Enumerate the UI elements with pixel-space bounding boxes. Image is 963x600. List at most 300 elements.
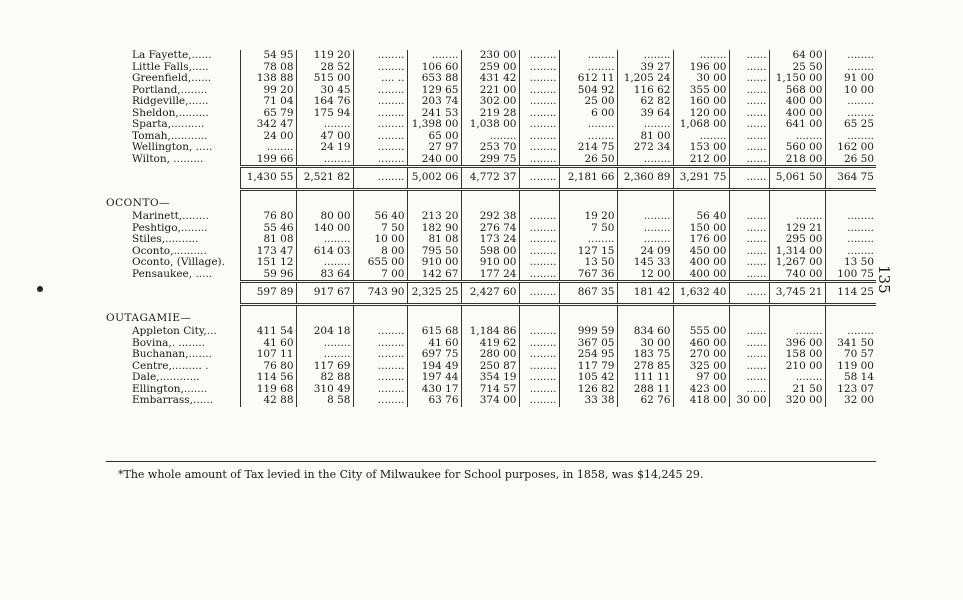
amount-cell: 212 00 [673, 154, 729, 167]
amount-cell [673, 190, 729, 198]
amount-cell: 515 00 [296, 73, 353, 85]
table-row [106, 361, 876, 373]
town-name-text: Wellington, ..... [132, 142, 213, 153]
amount-cell: ........ [673, 131, 729, 143]
table-row [106, 85, 876, 97]
amount-cell: 119 00 [825, 361, 876, 373]
town-name [106, 349, 240, 361]
amount-cell: ........ [240, 142, 296, 154]
table-row [106, 119, 876, 131]
town-name [106, 257, 240, 269]
amount-cell: ...... [729, 108, 769, 120]
total-cell: 917 67 [296, 282, 353, 305]
amount-cell: ........ [353, 119, 407, 131]
amount-cell: ........ [617, 119, 673, 131]
amount-cell: 25 50 [769, 62, 825, 74]
amount-cell: 71 04 [240, 96, 296, 108]
amount-cell [559, 312, 617, 326]
town-name-text: Dale,............ [132, 372, 200, 383]
amount-cell: 83 64 [296, 269, 353, 282]
amount-cell: 214 75 [559, 142, 617, 154]
amount-cell: 24 00 [240, 131, 296, 143]
town-name-text: Little Falls,..... [132, 61, 209, 73]
amount-cell: 127 15 [559, 246, 617, 258]
table-row [106, 326, 876, 338]
amount-cell: 39 64 [617, 108, 673, 120]
section-gap [106, 190, 876, 198]
amount-cell: ........ [519, 119, 559, 131]
amount-cell: 142 67 [407, 269, 461, 282]
amount-cell: 400 00 [769, 96, 825, 108]
amount-cell: ........ [825, 50, 876, 62]
county-heading: OUTAGAMIE— [106, 312, 192, 325]
amount-cell: 767 36 [559, 269, 617, 282]
town-name-text: Peshtigo,........ [132, 222, 208, 234]
amount-cell: ........ [353, 108, 407, 120]
amount-cell: ........ [519, 246, 559, 258]
amount-cell: 655 00 [353, 257, 407, 269]
amount-cell [461, 312, 519, 326]
amount-cell: ........ [825, 62, 876, 74]
amount-cell: 150 00 [673, 223, 729, 235]
amount-cell: ...... [729, 269, 769, 282]
amount-cell: ........ [519, 326, 559, 338]
amount-cell: 460 00 [673, 338, 729, 350]
amount-cell: 259 00 [461, 62, 519, 74]
amount-cell: 111 11 [617, 372, 673, 384]
amount-cell: 30 45 [296, 85, 353, 97]
amount-cell: 910 00 [407, 257, 461, 269]
amount-cell [407, 312, 461, 326]
amount-cell: 418 00 [673, 395, 729, 407]
amount-cell: ........ [617, 50, 673, 62]
amount-cell: ...... [729, 384, 769, 396]
amount-cell: 183 75 [617, 349, 673, 361]
amount-cell: 560 00 [769, 142, 825, 154]
amount-cell: 65 00 [407, 131, 461, 143]
amount-cell [673, 312, 729, 326]
amount-cell [673, 197, 729, 211]
amount-cell: ...... [729, 326, 769, 338]
total-cell: ........ [353, 167, 407, 190]
town-name [106, 372, 240, 384]
amount-cell: ........ [353, 50, 407, 62]
amount-cell [769, 312, 825, 326]
town-name-text: Bovina,. ........ [132, 337, 206, 349]
total-cell: 5,002 06 [407, 167, 461, 190]
table-row [106, 384, 876, 396]
amount-cell: ........ [825, 96, 876, 108]
amount-cell: 653 88 [407, 73, 461, 85]
amount-cell: 164 76 [296, 96, 353, 108]
town-name [106, 211, 240, 223]
amount-cell: ........ [825, 246, 876, 258]
amount-cell: ........ [519, 108, 559, 120]
table-row [106, 50, 876, 62]
amount-cell: ........ [825, 223, 876, 235]
amount-cell: ........ [519, 395, 559, 407]
amount-cell: ........ [559, 234, 617, 246]
amount-cell: 431 42 [461, 73, 519, 85]
amount-cell: 30 00 [617, 338, 673, 350]
amount-cell: 598 00 [461, 246, 519, 258]
amount-cell: 1,398 00 [407, 119, 461, 131]
amount-cell: 430 17 [407, 384, 461, 396]
amount-cell: 8 00 [353, 246, 407, 258]
amount-cell: 354 19 [461, 372, 519, 384]
amount-cell [729, 197, 769, 211]
amount-cell: 25 00 [559, 96, 617, 108]
amount-cell: ...... [729, 119, 769, 131]
amount-cell: 63 76 [407, 395, 461, 407]
amount-cell: 114 56 [240, 372, 296, 384]
amount-cell: ........ [353, 154, 407, 167]
amount-cell: ........ [519, 73, 559, 85]
total-cell: 2,521 82 [296, 167, 353, 190]
amount-cell: ........ [825, 234, 876, 246]
town-name-text: Oconto,.......... [132, 245, 207, 257]
amount-cell: 56 40 [353, 211, 407, 223]
amount-cell [825, 197, 876, 211]
amount-cell [240, 190, 296, 198]
gap-cell [106, 305, 240, 313]
amount-cell: 280 00 [461, 349, 519, 361]
amount-cell: 204 18 [296, 326, 353, 338]
amount-cell: 253 70 [461, 142, 519, 154]
amount-cell [353, 197, 407, 211]
amount-cell: ........ [519, 257, 559, 269]
amount-cell: 176 00 [673, 234, 729, 246]
amount-cell: 81 08 [407, 234, 461, 246]
town-name-text: La Fayette,...... [132, 50, 212, 61]
amount-cell: ...... [729, 234, 769, 246]
amount-cell: 26 50 [559, 154, 617, 167]
amount-cell: ........ [769, 131, 825, 143]
amount-cell: 1,150 00 [769, 73, 825, 85]
table-row [106, 131, 876, 143]
amount-cell: 396 00 [769, 338, 825, 350]
total-row [106, 167, 876, 190]
amount-cell: 10 00 [353, 234, 407, 246]
footnote: *The whole amount of Tax levied in the City of Milwaukee for School purposes, in 1858, was $14,245 29. [118, 468, 704, 481]
amount-cell [825, 305, 876, 313]
amount-cell: 65 79 [240, 108, 296, 120]
amount-cell [461, 305, 519, 313]
amount-cell: ........ [461, 131, 519, 143]
amount-cell: 175 94 [296, 108, 353, 120]
amount-cell: ...... [729, 223, 769, 235]
total-cell: ...... [729, 282, 769, 305]
amount-cell [825, 312, 876, 326]
amount-cell [825, 190, 876, 198]
amount-cell: 56 40 [673, 211, 729, 223]
amount-cell: ...... [729, 131, 769, 143]
amount-cell: ........ [617, 211, 673, 223]
total-cell: 114 25 [825, 282, 876, 305]
amount-cell: 19 20 [559, 211, 617, 223]
amount-cell [729, 190, 769, 198]
amount-cell: 30 00 [729, 395, 769, 407]
amount-cell: 411 54 [240, 326, 296, 338]
amount-cell: ........ [296, 257, 353, 269]
amount-cell: ........ [353, 85, 407, 97]
amount-cell: 173 47 [240, 246, 296, 258]
amount-cell [617, 190, 673, 198]
amount-cell: 240 00 [407, 154, 461, 167]
amount-cell: 64 00 [769, 50, 825, 62]
town-name-text: Oconto, (Village). [132, 257, 225, 268]
amount-cell: 400 00 [673, 257, 729, 269]
total-cell: 181 42 [617, 282, 673, 305]
amount-cell: 70 57 [825, 349, 876, 361]
town-name-text: Ellington,....... [132, 383, 208, 395]
amount-cell: ........ [353, 372, 407, 384]
amount-cell: 295 00 [769, 234, 825, 246]
total-cell: 1,632 40 [673, 282, 729, 305]
table-row [106, 338, 876, 350]
amount-cell: ...... [729, 338, 769, 350]
amount-cell: 119 20 [296, 50, 353, 62]
town-name-text: Wilton, ......... [132, 153, 204, 166]
amount-cell: ...... [729, 257, 769, 269]
town-name [106, 361, 240, 373]
town-name [106, 326, 240, 338]
total-cell: 2,360 89 [617, 167, 673, 190]
total-row [106, 282, 876, 305]
amount-cell: 1,267 00 [769, 257, 825, 269]
total-cell: 4,772 37 [461, 167, 519, 190]
amount-cell: 12 00 [617, 269, 673, 282]
amount-cell: 221 00 [461, 85, 519, 97]
table-row [106, 108, 876, 120]
total-cell: 2,427 60 [461, 282, 519, 305]
amount-cell: 182 90 [407, 223, 461, 235]
amount-cell: 400 00 [673, 269, 729, 282]
amount-cell: ........ [519, 50, 559, 62]
amount-cell: 272 34 [617, 142, 673, 154]
amount-cell: 173 24 [461, 234, 519, 246]
amount-cell: 120 00 [673, 108, 729, 120]
amount-cell: 41 60 [240, 338, 296, 350]
amount-cell: ........ [519, 85, 559, 97]
amount-cell: ........ [353, 361, 407, 373]
total-cell: 364 75 [825, 167, 876, 190]
table-row [106, 154, 876, 167]
amount-cell: 250 87 [461, 361, 519, 373]
town-name [106, 85, 240, 97]
amount-cell: 97 00 [673, 372, 729, 384]
amount-cell [519, 312, 559, 326]
town-name [106, 142, 240, 154]
amount-cell [769, 305, 825, 313]
table-row [106, 62, 876, 74]
amount-cell: 276 74 [461, 223, 519, 235]
amount-cell: ........ [617, 154, 673, 167]
town-name [106, 282, 240, 305]
amount-cell: 105 42 [559, 372, 617, 384]
table-row [106, 257, 876, 269]
amount-cell: 1,205 24 [617, 73, 673, 85]
table-row [106, 96, 876, 108]
amount-cell: 241 53 [407, 108, 461, 120]
town-name [106, 73, 240, 85]
amount-cell: ........ [519, 211, 559, 223]
town-name-text: Tomah,........... [132, 130, 208, 142]
amount-cell: 62 82 [617, 96, 673, 108]
amount-cell: 302 00 [461, 96, 519, 108]
amount-cell: 107 11 [240, 349, 296, 361]
amount-cell: ...... [729, 96, 769, 108]
amount-cell: 138 88 [240, 73, 296, 85]
amount-cell [519, 197, 559, 211]
amount-cell: ...... [729, 154, 769, 167]
town-name-text: Stiles,.......... [132, 234, 199, 245]
amount-cell [519, 305, 559, 313]
amount-cell: 288 11 [617, 384, 673, 396]
amount-cell: 162 00 [825, 142, 876, 154]
footnote-rule [106, 461, 876, 462]
town-name [106, 246, 240, 258]
total-cell: 5,061 50 [769, 167, 825, 190]
section-gap [106, 305, 876, 313]
amount-cell: 342 47 [240, 119, 296, 131]
table-row [106, 372, 876, 384]
amount-cell: 99 20 [240, 85, 296, 97]
total-cell: ........ [519, 167, 559, 190]
amount-cell: 32 00 [825, 395, 876, 407]
amount-cell [353, 305, 407, 313]
amount-cell: ........ [825, 326, 876, 338]
amount-cell: ........ [559, 62, 617, 74]
town-name-text: Marinett,........ [132, 211, 209, 222]
amount-cell: 76 80 [240, 211, 296, 223]
town-name-text: Greenfield,...... [132, 73, 212, 84]
amount-cell: ...... [729, 73, 769, 85]
amount-cell: ...... [729, 349, 769, 361]
table-row [106, 395, 876, 407]
amount-cell: ........ [519, 154, 559, 167]
town-name [106, 384, 240, 396]
amount-cell: 614 03 [296, 246, 353, 258]
table-row [106, 234, 876, 246]
amount-cell [240, 197, 296, 211]
amount-cell: 126 82 [559, 384, 617, 396]
amount-cell: ........ [519, 131, 559, 143]
amount-cell: 568 00 [769, 85, 825, 97]
amount-cell: 419 62 [461, 338, 519, 350]
amount-cell: 910 00 [461, 257, 519, 269]
amount-cell: 615 68 [407, 326, 461, 338]
amount-cell [617, 312, 673, 326]
amount-cell: 153 00 [673, 142, 729, 154]
amount-cell: 612 11 [559, 73, 617, 85]
total-cell: 3,745 21 [769, 282, 825, 305]
total-cell: ........ [519, 282, 559, 305]
amount-cell: 78 08 [240, 62, 296, 74]
amount-cell: ........ [353, 326, 407, 338]
town-name [106, 96, 240, 108]
amount-cell: 213 20 [407, 211, 461, 223]
town-name-text: Ridgeville,...... [132, 96, 209, 107]
town-name [106, 167, 240, 190]
total-cell: 3,291 75 [673, 167, 729, 190]
amount-cell [617, 305, 673, 313]
amount-cell: 219 28 [461, 108, 519, 120]
amount-cell: 7 50 [559, 223, 617, 235]
town-name [106, 269, 240, 282]
amount-cell: 325 00 [673, 361, 729, 373]
amount-cell: 1,038 00 [461, 119, 519, 131]
town-name-text: Portland,........ [132, 84, 208, 96]
amount-cell: 555 00 [673, 326, 729, 338]
section-header [106, 312, 876, 326]
amount-cell: 697 75 [407, 349, 461, 361]
amount-cell: ...... [729, 50, 769, 62]
amount-cell: ........ [353, 349, 407, 361]
amount-cell: 310 49 [296, 384, 353, 396]
amount-cell [559, 305, 617, 313]
amount-cell: ........ [353, 338, 407, 350]
table-row [106, 211, 876, 223]
amount-cell: 292 38 [461, 211, 519, 223]
amount-cell: 210 00 [769, 361, 825, 373]
total-cell: 2,181 66 [559, 167, 617, 190]
amount-cell: ........ [353, 384, 407, 396]
amount-cell: 504 92 [559, 85, 617, 97]
total-cell: ...... [729, 167, 769, 190]
amount-cell: 116 62 [617, 85, 673, 97]
town-name-text: Sparta,.......... [132, 119, 205, 130]
amount-cell: 196 00 [673, 62, 729, 74]
town-name-text: Buchanan,....... [132, 349, 212, 360]
amount-cell: 218 00 [769, 154, 825, 167]
amount-cell [240, 312, 296, 326]
amount-cell: ........ [519, 96, 559, 108]
amount-cell: ........ [769, 211, 825, 223]
amount-cell: ........ [769, 372, 825, 384]
margin-mark [37, 286, 43, 292]
amount-cell: 140 00 [296, 223, 353, 235]
amount-cell: 81 00 [617, 131, 673, 143]
amount-cell: 367 05 [559, 338, 617, 350]
table-row [106, 142, 876, 154]
amount-cell: 151 12 [240, 257, 296, 269]
amount-cell: 65 25 [825, 119, 876, 131]
amount-cell [729, 305, 769, 313]
amount-cell: 795 50 [407, 246, 461, 258]
amount-cell [240, 305, 296, 313]
amount-cell: ........ [353, 131, 407, 143]
town-name [106, 338, 240, 350]
amount-cell: ........ [617, 234, 673, 246]
county-heading: OCONTO— [106, 197, 171, 210]
amount-cell [673, 305, 729, 313]
amount-cell: 24 09 [617, 246, 673, 258]
total-cell: 867 35 [559, 282, 617, 305]
amount-cell: 450 00 [673, 246, 729, 258]
page-number: 135 [875, 265, 893, 294]
amount-cell: 270 00 [673, 349, 729, 361]
amount-cell: 81 08 [240, 234, 296, 246]
amount-cell [296, 197, 353, 211]
amount-cell: 278 85 [617, 361, 673, 373]
town-name [106, 234, 240, 246]
amount-cell [296, 312, 353, 326]
amount-cell: 82 88 [296, 372, 353, 384]
amount-cell: 28 52 [296, 62, 353, 74]
amount-cell: ........ [825, 211, 876, 223]
amount-cell: 160 00 [673, 96, 729, 108]
